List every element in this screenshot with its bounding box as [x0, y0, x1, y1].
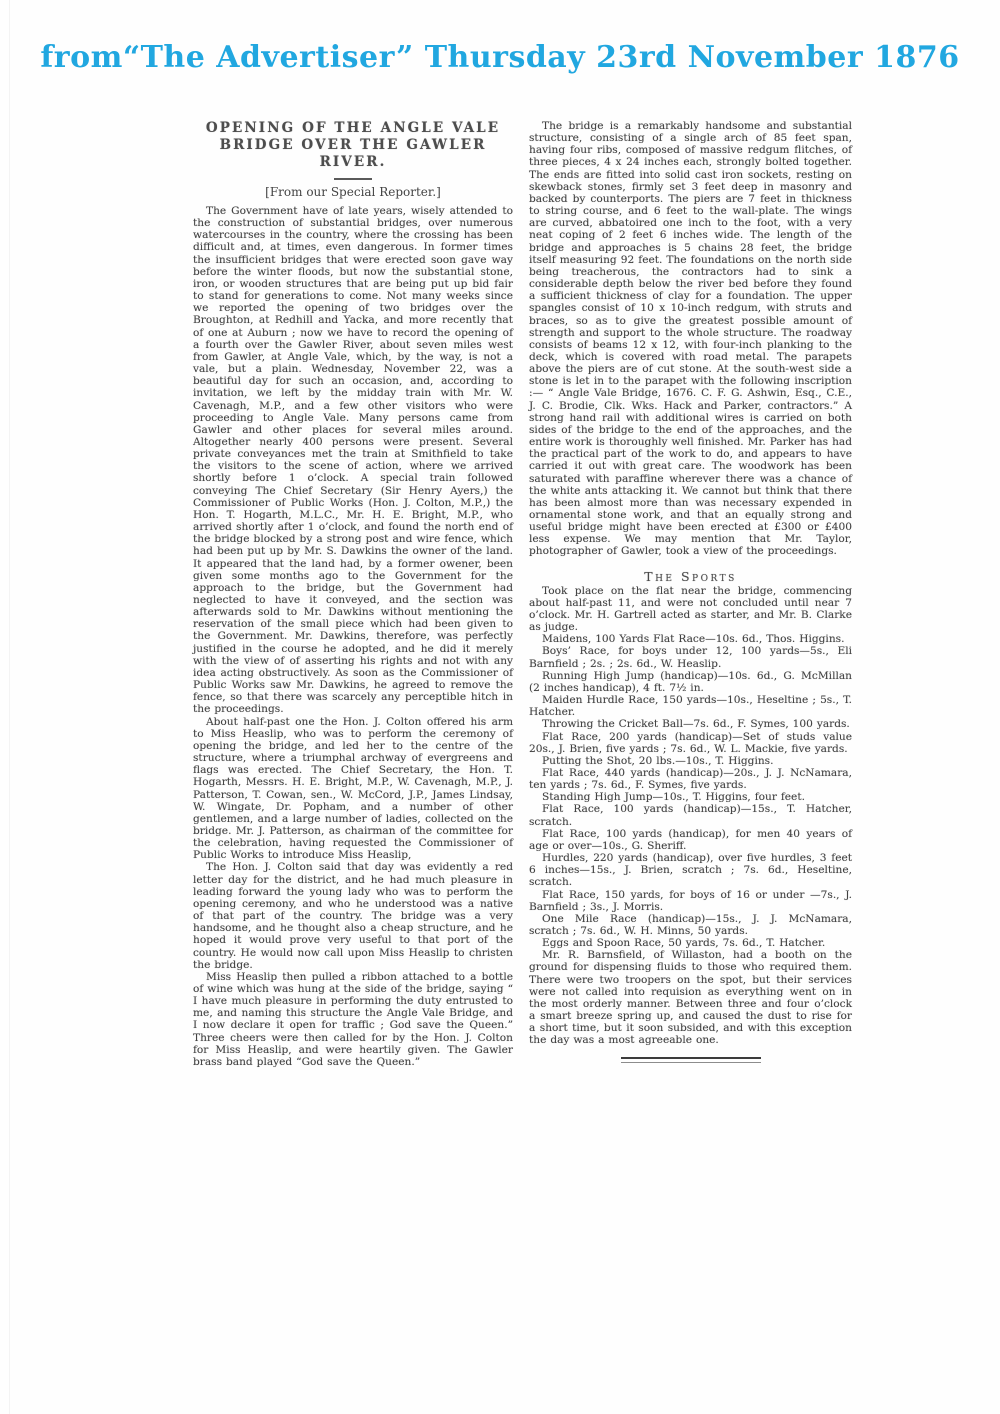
- paragraph-ceremony-procession: About half-past one the Hon. J. Colton offered his arm to Miss Heaslip, who was to perform the ceremony of opening the bridge, and led her to the centre of the structure, where a triumphal archway of evergreens and flags was erected. The Chief Secretary, the Hon. T. Hogarth, Messrs. H. E. Bright, M.P., W. Cavenagh, M.P., J. Patterson, T. Cowan, sen., W. McCord, J.P., James Lindsay, W. Wingate, Dr. Popham, and a number of other gentlemen, and a large number of ladies, collected on the bridge. Mr. J. Patterson, as chairman of the committee for the celebration, having requested the Commissioner of Public Works to introduce Miss Heaslip,: [193, 715, 513, 862]
- sports-result-item: Maiden Hurdle Race, 150 yards—10s., Heseltine ; 5s., T. Hatcher.: [529, 694, 852, 719]
- sports-result-item: One Mile Race (handicap)—15s., J. J. McNamara, scratch ; 7s. 6d., W. H. Minns, 50 yards.: [529, 912, 852, 937]
- sports-result-item: Throwing the Cricket Ball—7s. 6d., F. Symes, 100 yards.: [542, 718, 850, 731]
- article-headline: [193, 120, 513, 171]
- sports-closing-paragraph: Mr. R. Barnsfield, of Willaston, had a booth on the ground for dispensing fluids to those who required them. There were two troopers on the spot, but their services were not called into requision as everything went on in the most orderly manner. Between three and four o’clock a smart breeze spring up, and caused the dust to rise for a short time, but it soon subsided, and with this exception the day was a most agreeable one.: [529, 949, 852, 1047]
- masthead-title: from“The Advertiser” Thursday 23rd November 1876: [40, 40, 960, 75]
- paragraph-bridge-description: The bridge is a remarkably handsome and substantial structure, consisting of a single arch of 85 feet span, having four ribs, composed of massive redgum flitches, of three pieces, 4 x 24 inches each, strongly bolted together. The ends are fitted into solid cast iron sockets, resting on skewback stones, firmly set 3 feet deep in masonry and backed by counterports. The piers are 7 feet in thickness to string course, and 6 feet to the wall-plate. The wings are curved, abbatoired one inch to the foot, with a very neat coping of 2 feet 6 inches wide. The length of the bridge and approaches is 5 chains 28 feet, the bridge itself measuring 92 feet. The foundations on the north side being treacherous, the contractors had to sink a considerable depth below the river bed before they found a sufficient thickness of clay for a foundation. The upper spangles consist of 10 x 10-inch redgum, with struts and braces, so as to give the greatest possible amount of strength and support to the whole structure. The roadway consists of beams 12 x 12, with four-inch planking to the deck, which is covered with road metal. The parapets above the piers are of cut stone. At the south-west side a stone is let in to the parapet with the following inscription :— “ Angle Vale Bridge, 1676. C. F. G. Ashwin, Esq., C.E., J. C. Brodie, Clk. Wks. Hack and Parker, contractors.” A strong hand rail with additional wires is carried on both sides of the bridge to the end of the approaches, and the entire work is thoroughly well finished. Mr. Parker has had the practical part of the work to do, and appears to have carried it out with great care. The woodwork has been saturated with paraffine wherever there was a chance of the white ants attacking it. We cannot but think that there has been almost more than was necessary expended in ornamental stone work, and that an equally strong and useful bridge might have been erected at £300 or £400 less expense. We may mention that Mr. Taylor, photographer of Gawler, took a view of the proceedings.: [529, 120, 852, 558]
- sports-result-item: Hurdles, 220 yards (handicap), over five hurdles, 3 feet 6 inches—15s., J. Brien, scratch ; 7s. 6d., Heseltine, scratch.: [529, 852, 852, 889]
- sports-result-item: Flat Race, 100 yards (handicap)—15s., T. Hatcher, scratch.: [529, 803, 852, 828]
- sports-result-item: Boys’ Race, for boys under 12, 100 yards—5s., Eli Barnfield ; 2s. ; 2s. 6d., W. Heaslip.: [529, 645, 852, 670]
- headline-divider-rule: [334, 178, 372, 180]
- right-column: [529, 120, 852, 1063]
- left-column: [193, 120, 513, 1068]
- sports-result-item: Standing High Jump—10s., T. Higgins, four feet.: [542, 791, 805, 804]
- headline-line-1: OPENING OF THE ANGLE VALE: [205, 120, 501, 136]
- article-end-rule: [621, 1057, 761, 1063]
- byline: [From our Special Reporter.]: [265, 185, 441, 199]
- sports-result-item: Flat Race, 200 yards (handicap)—Set of studs value 20s., J. Brien, five yards ; 7s. 6d., W. L. Mackie, five yards.: [529, 730, 852, 755]
- sports-result-item: Flat Race, 100 yards (handicap), for men 40 years of age or over—10s., G. Sheriff.: [529, 827, 852, 852]
- paragraph-heaslip-christening: Miss Heaslip then pulled a ribbon attached to a bottle of wine which was hung at the side of the bridge, saying “ I have much pleasure in performing the duty entrusted to me, and naming this structure the Angle Vale Bridge, and I now declare it open for traffic ; God save the Queen.” Three cheers were then called for by the Hon. J. Colton for Miss Heaslip, and were heartily given. The Gawler brass band played “God save the Queen.”: [193, 970, 513, 1068]
- sports-section-heading: The Sports: [644, 568, 737, 584]
- sports-result-item: Eggs and Spoon Race, 50 yards, 7s. 6d., T. Hatcher.: [542, 937, 826, 950]
- scan-edge-artifact: [9, 0, 10, 1414]
- sports-intro-paragraph: Took place on the flat near the bridge, commencing about half-past 11, and were not concluded until near 7 o’clock. Mr. H. Gartrell acted as starter, and Mr. B. Clarke as judge.: [529, 584, 852, 634]
- sports-result-item: Flat Race, 150 yards, for boys of 16 or under —7s., J. Barnfield ; 3s., J. Morris.: [529, 888, 852, 913]
- sports-result-item: Flat Race, 440 yards (handicap)—20s., J. J. NcNamara, ten yards ; 7s. 6d., F. Symes, five yards.: [529, 766, 852, 792]
- headline-line-2: BRIDGE OVER THE GAWLER RIVER.: [219, 137, 487, 170]
- sports-result-item: Putting the Shot, 20 lbs.—10s., T. Higgins.: [542, 754, 774, 767]
- sports-result-item: Running High Jump (handicap)—10s. 6d., G. McMillan (2 inches handicap), 4 ft. 7½ in.: [529, 669, 852, 694]
- paragraph-colton-speech: The Hon. J. Colton said that day was evidently a red letter day for the district, and he had much pleasure in leading forward the young lady who was to perform the opening ceremony, and who he understood was a native of that part of the country. The bridge was a very handsome, and he thought also a cheap structure, and he hoped it would prove very useful to that port of the country. He would now call upon Miss Heaslip to christen the bridge.: [193, 861, 513, 971]
- sports-result-item: Maidens, 100 Yards Flat Race—10s. 6d., Thos. Higgins.: [542, 633, 845, 646]
- paragraph-government-bridges: The Government have of late years, wisely attended to the construction of substantial bridges, over numerous watercourses in the country, where the crossing has been difficult and, at times, even dangerous. In former times the insufficient bridges that were erected soon gave way before the winter floods, but now the substantial stone, iron, or wooden structures that are being put up bid fair to stand for generations to come. Not many weeks since we reported the opening of two bridges over the Broughton, at Redhill and Yacka, and more recently that of one at Auburn ; now we have to record the opening of a fourth over the Gawler River, about seven miles west from Gawler, at Angle Vale, which, by the way, is not a vale, but a plain. Wednesday, November 22, was a beautiful day for such an occasion, and, according to invitation, we left by the midday train with Mr. W. Cavenagh, M.P., and a few other visitors who were proceeding to Angle Vale. Many persons came from Gawler and other places for several miles around. Altogether nearly 400 persons were present. Several private conveyances met the train at Smithfield to take the visitors to the scene of action, where we arrived shortly before 1 o’clock. A special train followed conveying The Chief Secretary (Sir Henry Ayers,) the Commissioner of Public Works (Hon. J. Colton, M.P.,) the Hon. T. Hogarth, M.L.C., Mr. H. E. Bright, M.P., who arrived shortly after 1 o’clock, and found the north end of the bridge blocked by a strong post and wire fence, which had been put up by Mr. S. Dawkins the owner of the land. It appeared that the land had, by a former owener, been given some months ago to the Government for the approach to the bridge, but the Government had neglected to have it conveyed, and the section was afterwards sold to Mr. Dawkins without mentioning the reservation of the small piece which had been given to the Government. Mr. Dawkins, therefore, was perfectly justified in the course he adopted, and he did it merely with the view of of asserting his rights and not with any idea acting obstructively. As soon as the Commissioner of Public Works saw Mr. Dawkins, he agreed to remove the fence, so that there was scarcely any perceptible hitch in the proceedings.: [193, 205, 513, 716]
